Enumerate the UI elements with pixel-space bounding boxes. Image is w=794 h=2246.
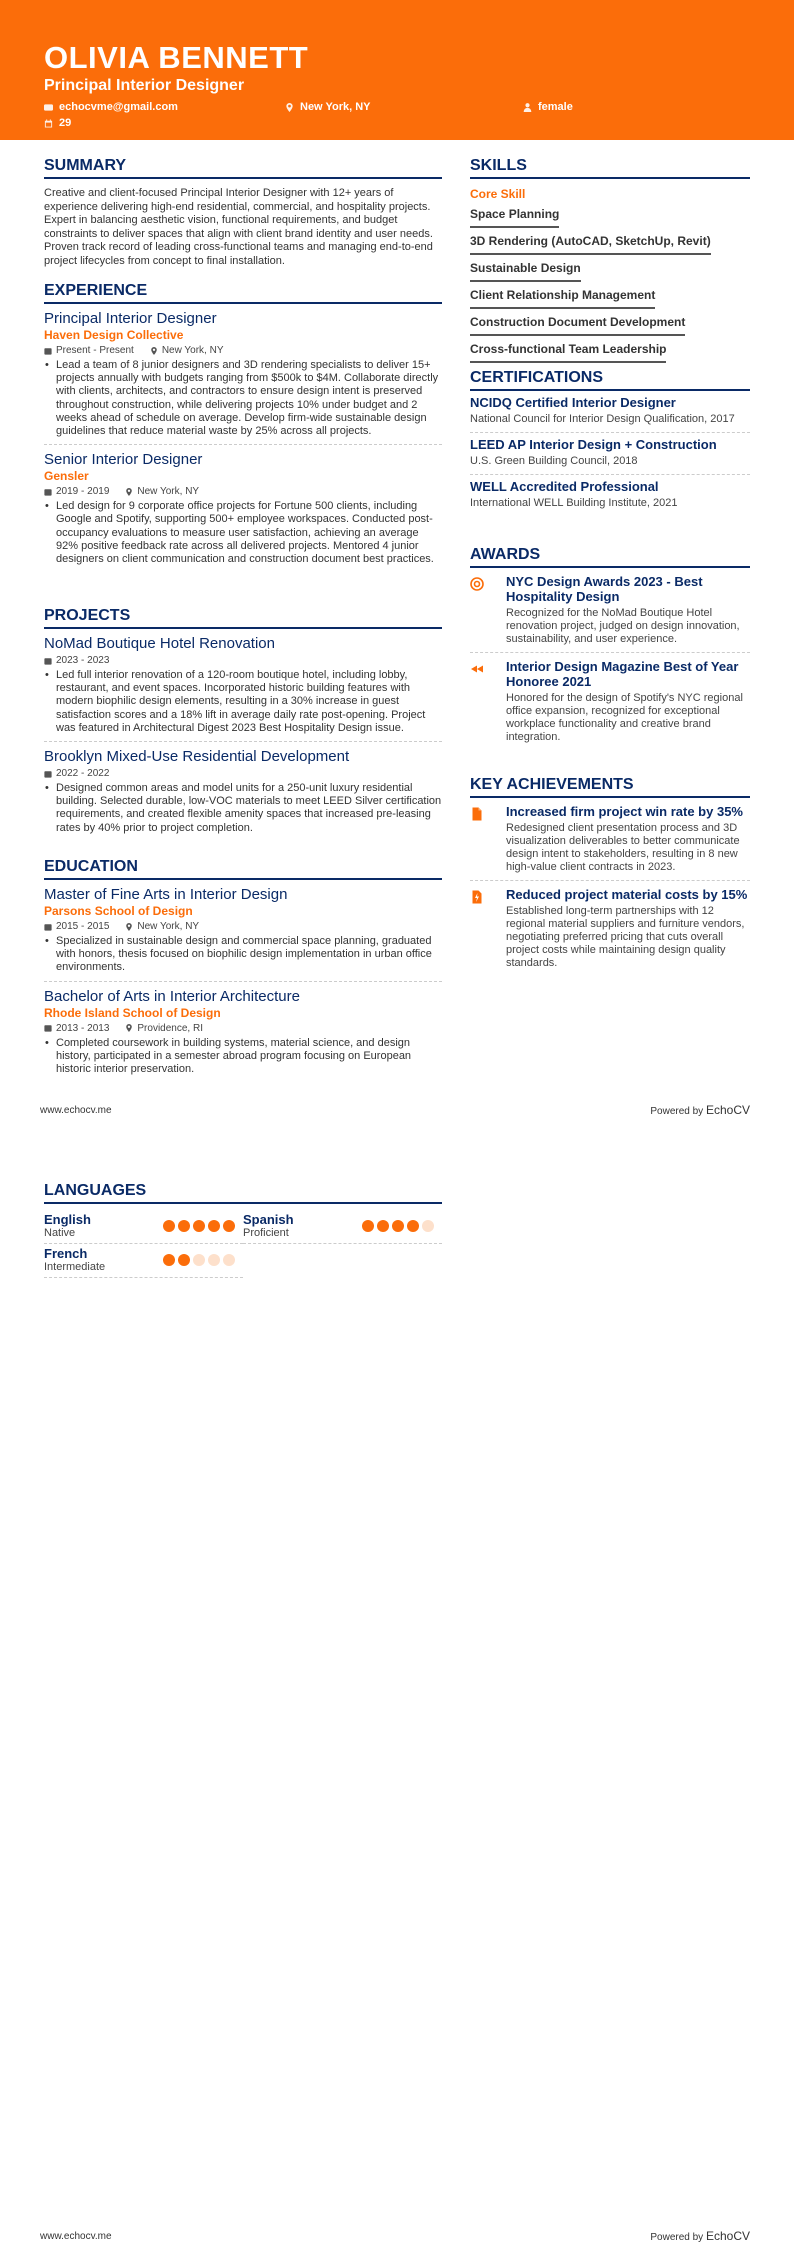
job-title: Senior Interior Designer (44, 451, 203, 469)
achievement-icon-wrap (470, 887, 506, 970)
age-text: 29 (59, 117, 72, 129)
job-title: Principal Interior Designer (44, 310, 217, 327)
location-text: New York, NY (300, 101, 371, 113)
job-dates: 2019 - 2019 (56, 486, 110, 498)
skill-list (470, 201, 750, 363)
footer-powered-text: Powered by (650, 2232, 704, 2243)
skill-item: Client Relationship Management (470, 286, 655, 309)
calendar-icon (44, 119, 53, 128)
certification-item (470, 391, 750, 433)
language-name: English (44, 1212, 91, 1227)
education-meta (44, 1022, 442, 1035)
skill-item: Cross-functional Team Leadership (470, 340, 666, 363)
company-name: Haven Design Collective (44, 328, 184, 342)
degree-title: Master of Fine Arts in Interior Design (44, 886, 288, 903)
summary-section (44, 157, 442, 268)
project-item (44, 748, 442, 841)
projects-section (44, 607, 442, 841)
location-pin-icon (125, 1024, 133, 1032)
award-badge-icon (470, 577, 484, 591)
language-name: Spanish (243, 1212, 294, 1227)
achievement-desc: Established long-term partnerships with 12 regional material suppliers and furniture vendors, negotiating preferred pricing that cuts overall project costs while maintaining design quality standards. (506, 905, 745, 969)
core-skill-label: Core Skill (470, 187, 526, 201)
experience-heading: EXPERIENCE (44, 282, 442, 304)
location-pin-icon (125, 923, 133, 931)
footer-brand: EchoCV (705, 2229, 750, 2243)
footer-link[interactable]: www.echocv.me (40, 2231, 112, 2242)
calendar-icon (44, 923, 52, 931)
project-item (44, 635, 442, 742)
experience-item (44, 451, 442, 572)
education-item (44, 886, 442, 982)
language-rating (163, 1220, 235, 1232)
certifications-heading: CERTIFICATIONS (470, 369, 750, 391)
certification-issuer: International WELL Building Institute, 2021 (470, 497, 678, 509)
language-item (44, 1210, 243, 1244)
location-pin-icon (125, 488, 133, 496)
education-bullet: • Completed coursework in building systems, material science, and design history, participated in a semester abroad program focusing on European historic interior preservation. (44, 1037, 442, 1077)
email-info[interactable] (44, 101, 178, 113)
rewind-icon (470, 662, 484, 676)
education-location-text: Providence, RI (137, 1022, 203, 1034)
projects-heading: PROJECTS (44, 607, 442, 629)
gender-text: female (538, 101, 573, 113)
rating-dot-empty (208, 1254, 220, 1266)
award-title: Interior Design Magazine Best of Year Honoree 2021 (506, 659, 739, 689)
email-icon (44, 103, 53, 112)
certification-issuer: National Council for Interior Design Qualification, 2017 (470, 413, 735, 425)
job-meta (44, 485, 442, 498)
project-title: Brooklyn Mixed-Use Residential Development (44, 748, 350, 766)
achievement-desc: Redesigned client presentation process and 3D visualization deliverables to better communicate design intent to stakeholders, resulting in 8 new high-value client contracts in 2023. (506, 822, 740, 873)
education-location-text: New York, NY (137, 921, 200, 932)
achievement-item (470, 881, 750, 976)
job-location-text: New York, NY (137, 486, 200, 498)
award-icon-wrap (470, 659, 506, 744)
skill-item: Sustainable Design (470, 259, 581, 282)
education-heading: EDUCATION (44, 858, 442, 880)
skill-item: Space Planning (470, 205, 559, 228)
language-rating (163, 1254, 235, 1266)
achievement-title: Reduced project material costs by 15% (506, 887, 748, 902)
gender-info (523, 101, 573, 113)
project-dates: 2023 - 2023 (56, 655, 110, 666)
footer-powered (650, 2229, 750, 2243)
location-info (285, 101, 371, 113)
company-name: Gensler (44, 469, 89, 484)
calendar-icon (44, 770, 52, 778)
footer-brand: EchoCV (705, 1103, 750, 1117)
location-pin-icon (150, 347, 158, 355)
rating-dot-filled (223, 1220, 235, 1232)
project-bullet: • Designed common areas and model units for a 250-unit luxury residential building. Selected durable, low-VOC materials to meet LEED Silver certification requirements, and created flexible amenity spaces that increased pre-leasing rates by 40% prior to project completion. (44, 782, 442, 835)
project-meta (44, 654, 442, 667)
awards-heading: AWARDS (470, 546, 750, 568)
language-level: Intermediate (44, 1261, 106, 1273)
certification-item (470, 433, 750, 475)
calendar-icon (44, 657, 52, 665)
language-item (243, 1210, 442, 1244)
languages-section (44, 1182, 442, 1278)
summary-text: Creative and client-focused Principal Interior Designer with 12+ years of experience delivering high-end residential, commercial, and hospitality projects. Expert in balancing aesthetic vision, functional requirements, and budget constraints to deliver spaces that align with client brand identity and user needs. Proven track record of leading cross-functional teams and managing end-to-end project lifecycles from concept to final installation. (44, 187, 433, 267)
certification-item (470, 475, 750, 516)
skills-heading: SKILLS (470, 157, 750, 179)
education-location (125, 1023, 203, 1034)
rating-dot-filled (362, 1220, 374, 1232)
awards-section (470, 546, 750, 750)
job-dates: Present - Present (56, 345, 134, 356)
certification-title: LEED AP Interior Design + Construction (470, 437, 717, 452)
header (0, 0, 794, 140)
age-info (44, 117, 71, 129)
certification-title: NCIDQ Certified Interior Designer (470, 395, 676, 410)
footer-powered-text: Powered by (650, 1106, 704, 1117)
education-meta (44, 920, 442, 933)
language-name: French (44, 1246, 88, 1261)
achievements-section (470, 776, 750, 976)
education-bullet: • Specialized in sustainable design and commercial space planning, graduated with honors, thesis focused on biophilic design implementation in urban office environments. (44, 935, 442, 975)
location-pin-icon (285, 103, 294, 112)
rating-dot-filled (193, 1220, 205, 1232)
award-icon-wrap (470, 574, 506, 646)
summary-heading: SUMMARY (44, 157, 442, 179)
achievements-heading: KEY ACHIEVEMENTS (470, 776, 750, 798)
calendar-icon (44, 1024, 52, 1032)
project-bullet: • Led full interior renovation of a 120-room boutique hotel, including lobby, restaurant, and event spaces. Incorporated historic building features with modern biophilic design elements, resulting in a 30% increase in guest satisfaction scores and a 18% lift in average daily rate post-opening. Project was featured in Architectural Digest 2023 Best Hospitality Design issue. (44, 669, 442, 735)
school-name: Rhode Island School of Design (44, 1005, 221, 1020)
achievement-icon-wrap (470, 804, 506, 874)
rating-dot-empty (193, 1254, 205, 1266)
language-rating (362, 1220, 434, 1232)
rating-dot-filled (407, 1220, 419, 1232)
language-level: Native (44, 1227, 76, 1239)
project-title: NoMad Boutique Hotel Renovation (44, 635, 275, 652)
award-item (470, 568, 750, 653)
skill-item: 3D Rendering (AutoCAD, SketchUp, Revit) (470, 232, 711, 255)
achievement-item (470, 798, 750, 881)
footer-powered (650, 1103, 750, 1117)
footer-link[interactable]: www.echocv.me (40, 1105, 112, 1116)
award-item (470, 653, 750, 750)
email-text: echocvme@gmail.com (59, 101, 178, 113)
education-location (125, 921, 199, 932)
calendar-icon (44, 347, 52, 355)
certifications-section (470, 369, 750, 516)
job-meta (44, 344, 442, 357)
experience-section (44, 282, 442, 572)
languages-heading: LANGUAGES (44, 1182, 442, 1204)
rating-dot-filled (163, 1254, 175, 1266)
job-bullet: • Lead a team of 8 junior designers and 3D rendering specialists to deliver 15+ projects annually with budgets ranging from $500k to $4M. Collaborate directly with clients, architects, and contractors to ensure design intent is preserved throughout construction, while delivering projects 10% under budget and 2 weeks ahead of schedule on average. Develop firm-wide sustainable design guidelines that reduce material waste by 25% across all projects. (44, 359, 442, 438)
award-desc: Recognized for the NoMad Boutique Hotel renovation project, judged on design innovation, sustainability, and user experience. (506, 607, 740, 645)
award-desc: Honored for the design of Spotify's NYC regional office expansion, recognized for exceptional workplace functionality and creative brand integration. (506, 692, 743, 743)
award-title: NYC Design Awards 2023 - Best Hospitality Design (506, 574, 703, 604)
job-location-text: New York, NY (161, 345, 224, 356)
education-dates: 2015 - 2015 (56, 921, 110, 932)
rating-dot-filled (392, 1220, 404, 1232)
education-dates: 2013 - 2013 (56, 1022, 110, 1034)
skill-item: Construction Document Development (470, 313, 685, 336)
candidate-title: Principal Interior Designer (44, 77, 245, 94)
lightning-doc-icon (470, 890, 484, 904)
rating-dot-filled (377, 1220, 389, 1232)
experience-item (44, 310, 442, 445)
project-meta (44, 767, 442, 780)
document-icon (470, 807, 484, 821)
language-item (44, 1244, 243, 1278)
rating-dot-filled (178, 1254, 190, 1266)
skills-section (470, 157, 750, 363)
language-list (44, 1210, 442, 1278)
job-location (150, 345, 224, 356)
certification-title: WELL Accredited Professional (470, 479, 659, 494)
rating-dot-empty (223, 1254, 235, 1266)
certification-issuer: U.S. Green Building Council, 2018 (470, 455, 638, 467)
job-location (125, 486, 199, 497)
job-bullet: • Led design for 9 corporate office projects for Fortune 500 clients, including Google and Spotify, supporting 500+ employee workspaces. Conducted post-occupancy evaluations to measure user satisfaction, achieving an average 92% positive feedback rate across all delivered projects. Mentored 4 junior designers on client communication and construction document best practices. (44, 500, 442, 566)
achievement-title: Increased firm project win rate by 35% (506, 804, 743, 819)
school-name: Parsons School of Design (44, 904, 193, 918)
candidate-name: OLIVIA BENNETT (44, 40, 309, 75)
project-dates: 2022 - 2022 (56, 768, 110, 780)
rating-dot-empty (422, 1220, 434, 1232)
degree-title: Bachelor of Arts in Interior Architecture (44, 987, 300, 1005)
language-level: Proficient (243, 1227, 289, 1239)
rating-dot-filled (178, 1220, 190, 1232)
rating-dot-filled (163, 1220, 175, 1232)
calendar-icon (44, 488, 52, 496)
education-section (44, 858, 442, 1082)
rating-dot-filled (208, 1220, 220, 1232)
person-icon (523, 103, 532, 112)
education-item (44, 988, 442, 1083)
